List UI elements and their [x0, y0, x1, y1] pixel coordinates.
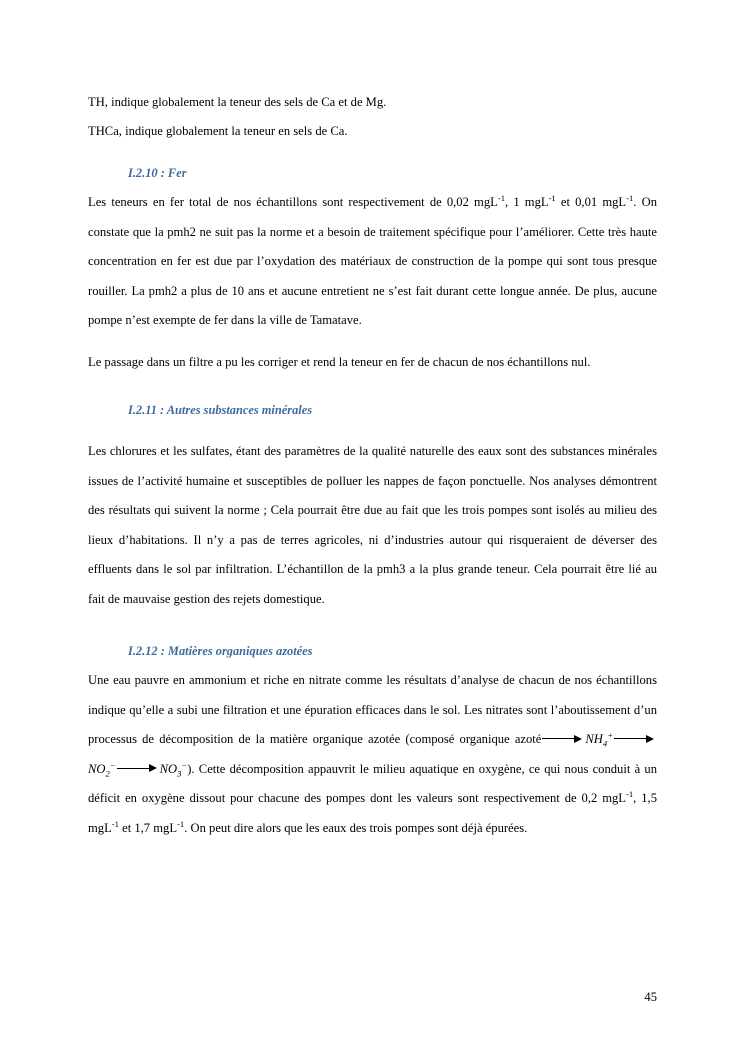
superscript: -1 — [111, 818, 119, 829]
chemical-formula: $NO_3^-$ — [159, 759, 188, 779]
intro-line-1: TH, indique globalement la teneur des sels de Ca et de Mg. — [88, 95, 387, 109]
spacer — [88, 146, 657, 158]
formula-superscript: + — [607, 729, 613, 740]
spacer — [88, 425, 657, 437]
reaction-arrow-icon — [542, 734, 584, 742]
superscript: -1 — [626, 788, 634, 799]
page-number: 45 — [644, 990, 657, 1004]
spacer — [88, 614, 657, 636]
reaction-arrow-icon — [614, 734, 656, 742]
superscript: -1 — [177, 818, 185, 829]
formula-subscript: 3 — [177, 768, 182, 779]
intro-line-2: THCa, indique globalement la teneur en sels de Ca. — [88, 124, 348, 138]
chemical-formula: $NH_4^+$ — [585, 729, 613, 749]
formula-subscript: 4 — [602, 738, 608, 749]
superscript: -1 — [626, 192, 634, 203]
formula-subscript: 2 — [105, 768, 110, 779]
formula-superscript: − — [109, 759, 116, 770]
section-heading-matieres-organiques: I.2.12 : Matières organiques azotées — [128, 644, 313, 658]
spacer — [88, 336, 657, 348]
superscript: -1 — [548, 192, 556, 203]
paragraph-autres-substances-1: Les chlorures et les sulfates, étant des paramètres de la qualité naturelle des eaux sont des substances minérales issues de l’activité humaine et susceptibles de polluer les nappes de façon ponctuelle. Nos analyses démontrent des résultats qui suivent la norme ; Cela pourrait être due au fait que les trois pompes sont isolés au milieu des lieux d’habitations. Il n’y a pas de terres agricoles, ni d’industries autour qui risqueraient de déverser des effluents dans le sol par infiltration. L’échantillon de la pmh3 a la plus grande teneur. Cela pourrait être lié au fait de mauvaise gestion des rejets domestique. — [88, 444, 657, 606]
paragraph-fer-1: Les teneurs en fer total de nos échantillons sont respectivement de 0,02 mgL$^{-1}$, 1 mgL$^{-1}$ et 0,01 mgL$^{-1}$. On constate que la pmh2 ne suit pas la norme et a besoin de traitement spécifique pour l’améliorer. Cette très haute concentration en fer est due par l’oxydation des matériaux de construction de la pompe qui sont tous presque rouiller. La pmh2 a plus de 10 ans et aucune entretient ne s’est fait durant cette longue année. De plus, aucune pompe n’est exempte de fer dans la ville de Tamatave. — [88, 192, 657, 327]
section-heading-fer: I.2.10 : Fer — [128, 166, 187, 180]
formula-superscript: − — [181, 759, 188, 770]
spacer — [88, 377, 657, 395]
paragraph-fer-2: Le passage dans un filtre a pu les corriger et rend la teneur en fer de chacun de nos échantillons nul. — [88, 354, 591, 369]
reaction-arrow-icon — [117, 764, 159, 772]
section-heading-autres-substances: I.2.11 : Autres substances minérales — [128, 403, 313, 417]
chemical-formula: $NO_2^-$ — [88, 759, 116, 779]
paragraph-matieres-organiques-1: Une eau pauvre en ammonium et riche en nitrate comme les résultats d’analyse de chacun de nos échantillons indique qu’elle a subi une filtration et une épuration efficaces dans le sol. Les nitrates sont l’aboutissement d’un processus de décomposition de la matière organique azotée (composé organique azoté $NH_4^+NO_2^-$ $NO_3^-$). Cette décomposition appauvrit le milieu aquatique en oxygène, ce qui nous conduit à un déficit en oxygène dissout pour chacune des pompes dont les valeurs sont respectivement de 0,2 mgL$^{-1}$, 1,5 mgL$^{-1}$ et 1,7 mgL$^{-1}$. On peut dire alors que les eaux des trois pompes sont déjà épurées. — [88, 673, 657, 835]
superscript: -1 — [497, 192, 506, 203]
